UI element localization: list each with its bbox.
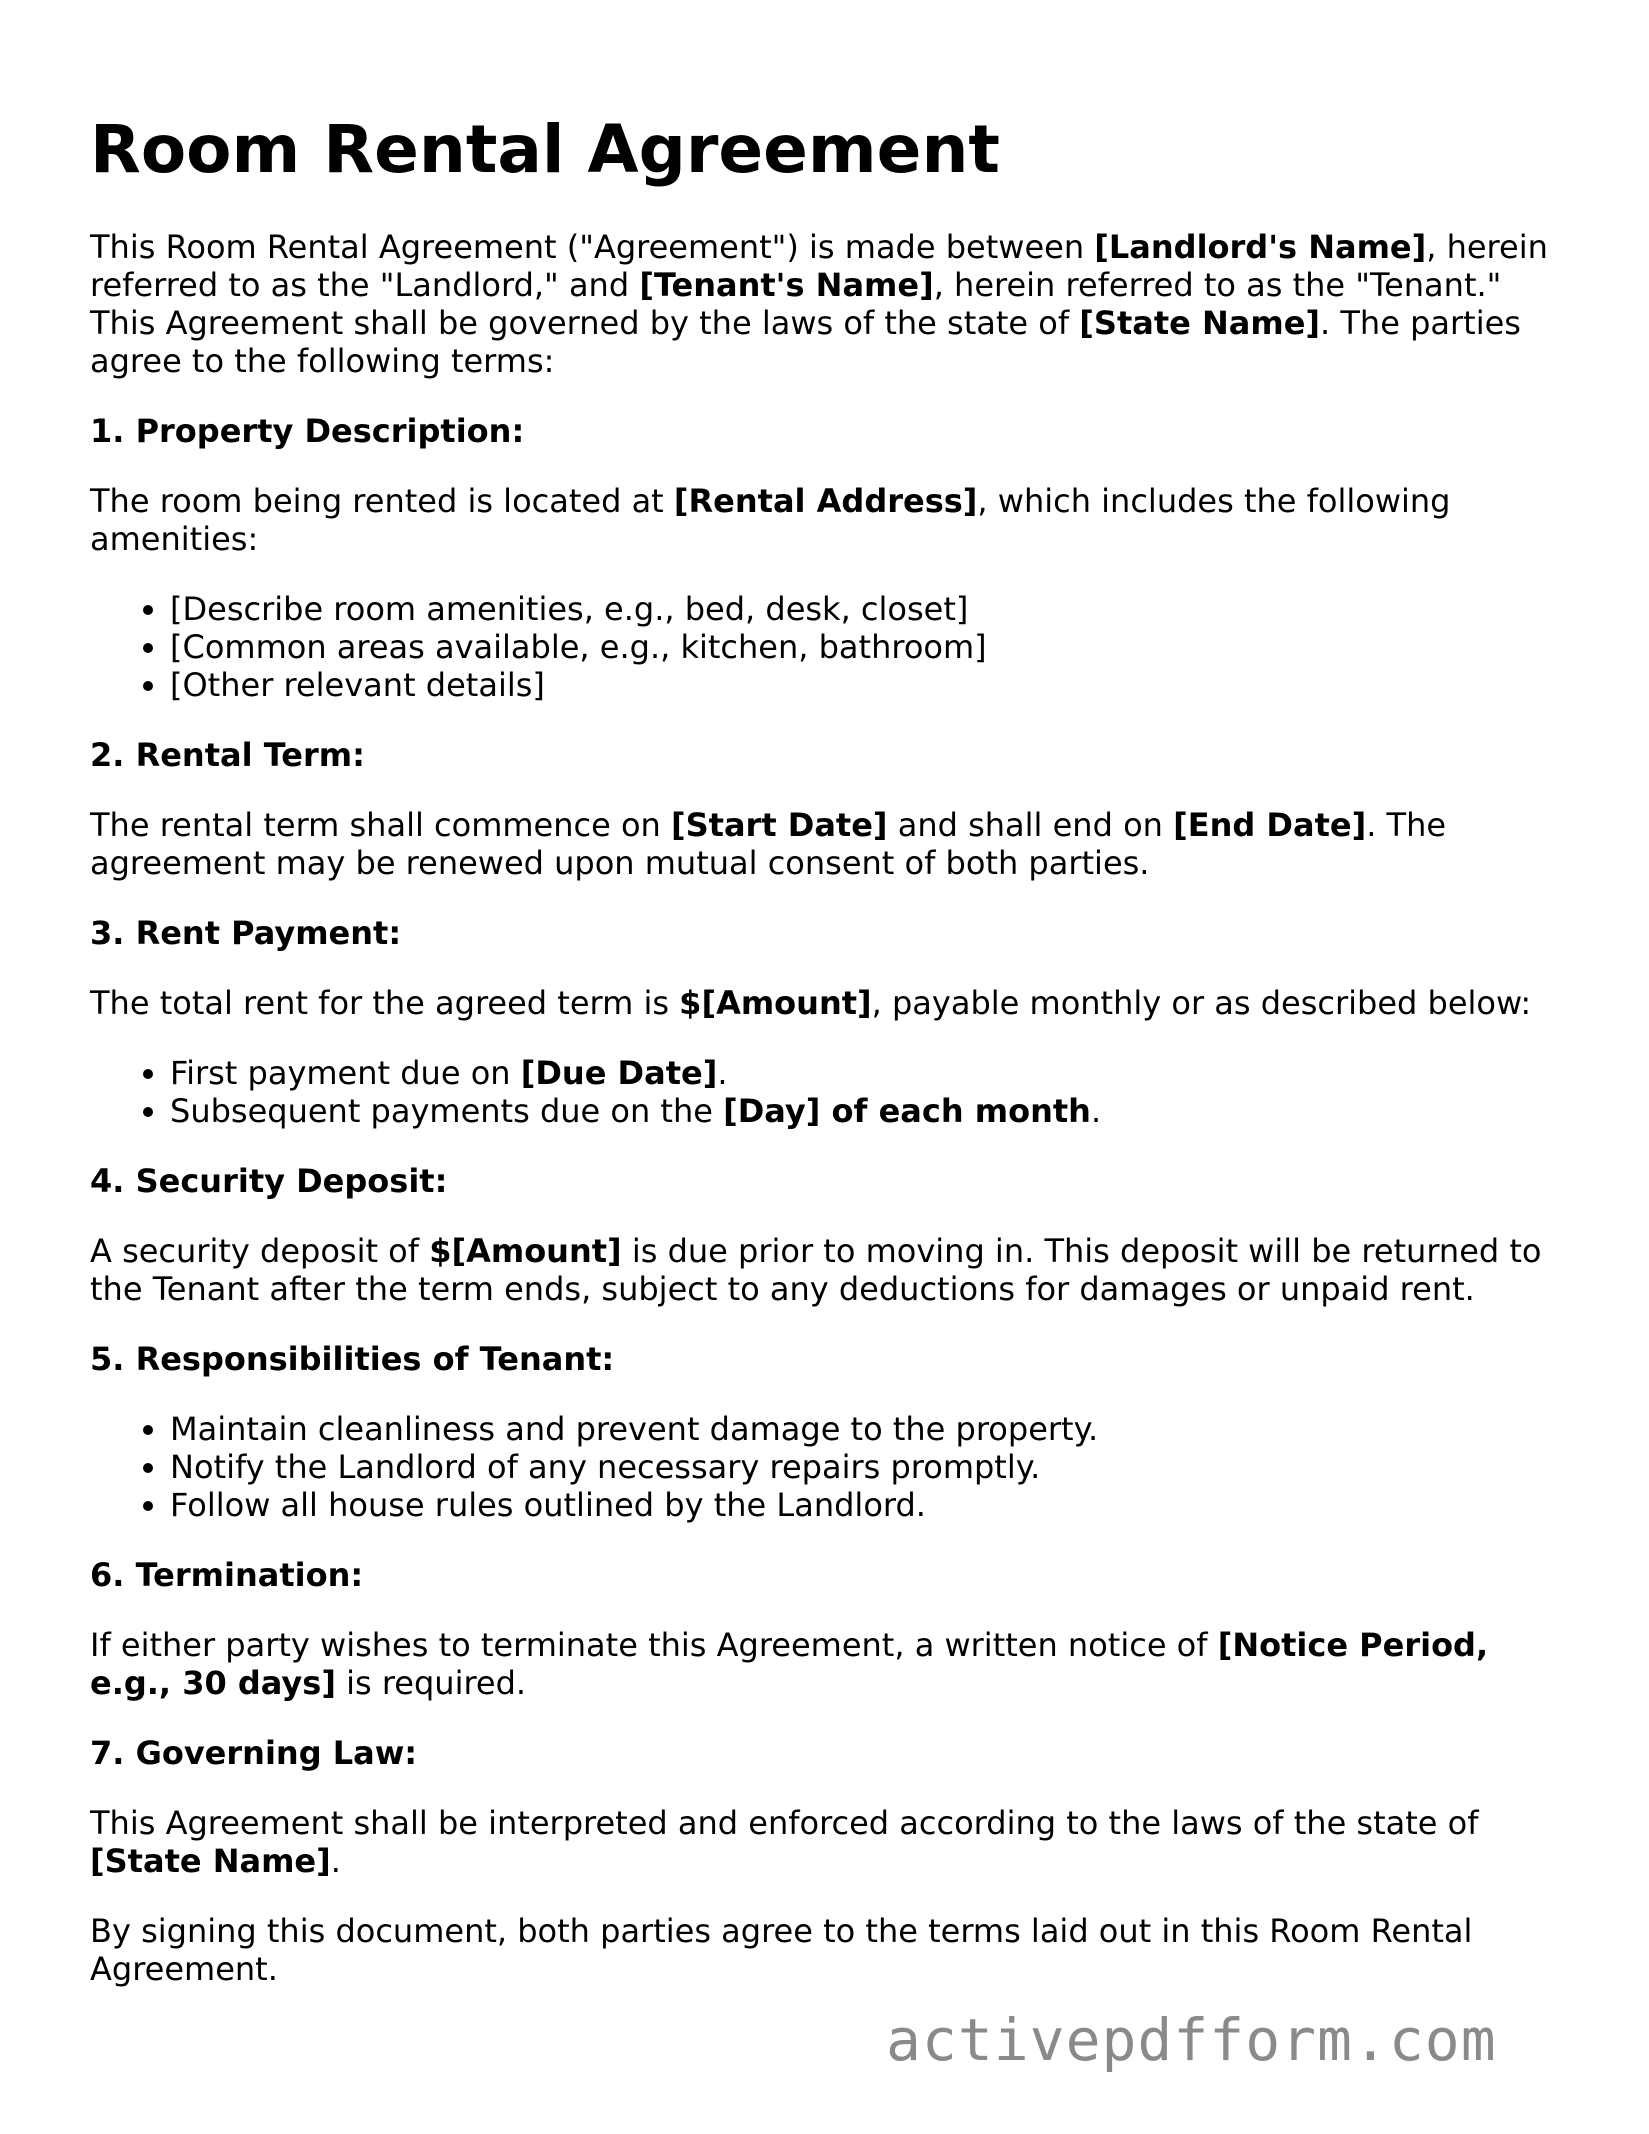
deposit-amount-placeholder: $[Amount] — [429, 1232, 622, 1270]
deposit-paragraph — [90, 1232, 1560, 1308]
document-title: Room Rental Agreement — [90, 111, 1000, 188]
property-text-1: The room being rented is located at — [90, 482, 674, 520]
intro-text-4: . The parties agree to the following terms: — [90, 304, 1521, 380]
term-paragraph — [90, 806, 1560, 882]
start-date-placeholder: [Start Date] — [670, 806, 888, 844]
intro-text-1: This Room Rental Agreement ("Agreement") is made between — [90, 228, 1095, 266]
termination-paragraph — [90, 1626, 1560, 1702]
law-text-1: This Agreement shall be interpreted and enforced according to the laws of the state of — [90, 1804, 1479, 1842]
term-text-2: and shall end on — [887, 806, 1174, 844]
tenant-name-placeholder: [Tenant's Name] — [639, 266, 934, 304]
landlord-name-placeholder: [Landlord's Name] — [1094, 228, 1427, 266]
payment-item1-prefix: First payment due on — [170, 1054, 521, 1092]
state-name-placeholder: [State Name] — [1079, 304, 1321, 342]
payment-item1-suffix: . — [717, 1054, 728, 1092]
payment-text-1: The total rent for the agreed term is — [90, 984, 680, 1022]
due-date-placeholder: [Due Date] — [520, 1054, 718, 1092]
term-text-1: The rental term shall commence on — [90, 806, 671, 844]
intro-text-3: , herein referred to as the "Tenant." This Agreement shall be governed by the laws of the state of — [90, 266, 1502, 342]
section-heading-term: 2. Rental Term: — [90, 736, 365, 774]
list-item: • [Common areas available, e.g., kitchen, bathroom] — [170, 628, 1560, 666]
law-text-2: . — [330, 1842, 341, 1880]
rent-amount-placeholder: $[Amount] — [679, 984, 872, 1022]
payment-item2-suffix: . — [1090, 1092, 1102, 1130]
section-heading-termination: 6. Termination: — [90, 1556, 364, 1594]
end-date-placeholder: [End Date] — [1173, 806, 1367, 844]
property-paragraph — [90, 482, 1560, 558]
watermark: activepdfform.com — [886, 2006, 1497, 2074]
amenities-list — [90, 590, 1560, 704]
termination-text-2: is required. — [335, 1664, 527, 1702]
intro-text-2: , herein referred to as the "Landlord," and — [90, 228, 1548, 304]
list-item — [170, 1092, 1560, 1130]
term-text-3: . The agreement may be renewed upon mutual consent of both parties. — [90, 806, 1447, 882]
list-item: • [Other relevant details] — [170, 666, 1560, 704]
section-heading-responsibilities: 5. Responsibilities of Tenant: — [90, 1340, 615, 1378]
notice-period-placeholder: [Notice Period, e.g., 30 days] — [90, 1626, 1489, 1702]
list-item: • [Describe room amenities, e.g., bed, desk, closet] — [170, 590, 1560, 628]
section-heading-law: 7. Governing Law: — [90, 1734, 418, 1772]
section-heading-deposit: 4. Security Deposit: — [90, 1162, 448, 1200]
law-state-name-placeholder: [State Name] — [90, 1842, 331, 1880]
responsibilities-list — [90, 1410, 1560, 1524]
law-paragraph — [90, 1804, 1560, 1880]
closing-paragraph: By signing this document, both parties agree to the terms laid out in this Room Rental Agreement. — [90, 1912, 1473, 1988]
section-heading-payment: 3. Rent Payment: — [90, 914, 402, 952]
payment-item2-prefix: Subsequent payments due on the — [170, 1092, 724, 1130]
list-item — [170, 1054, 1560, 1092]
list-item: • Maintain cleanliness and prevent damage to the property. — [170, 1410, 1560, 1448]
list-item: • Follow all house rules outlined by the Landlord. — [170, 1486, 1560, 1524]
payment-paragraph — [90, 984, 1560, 1022]
payment-list — [90, 1054, 1560, 1130]
rental-address-placeholder: [Rental Address] — [673, 482, 978, 520]
deposit-text-1: A security deposit of — [90, 1232, 430, 1270]
day-placeholder: [Day] of each month — [723, 1092, 1091, 1130]
list-item: • Notify the Landlord of any necessary repairs promptly. — [170, 1448, 1560, 1486]
section-heading-property: 1. Property Description: — [90, 412, 525, 450]
deposit-text-2: is due prior to moving in. This deposit will be returned to the Tenant after the term ends, subject to any deductions for damages or unpaid rent. — [90, 1232, 1542, 1308]
property-text-2: , which includes the following amenities: — [90, 482, 1451, 558]
document-page — [90, 110, 1560, 2020]
termination-text-1: If either party wishes to terminate this Agreement, a written notice of — [90, 1626, 1218, 1664]
payment-text-2: , payable monthly or as described below: — [871, 984, 1532, 1022]
intro-paragraph — [90, 228, 1560, 380]
